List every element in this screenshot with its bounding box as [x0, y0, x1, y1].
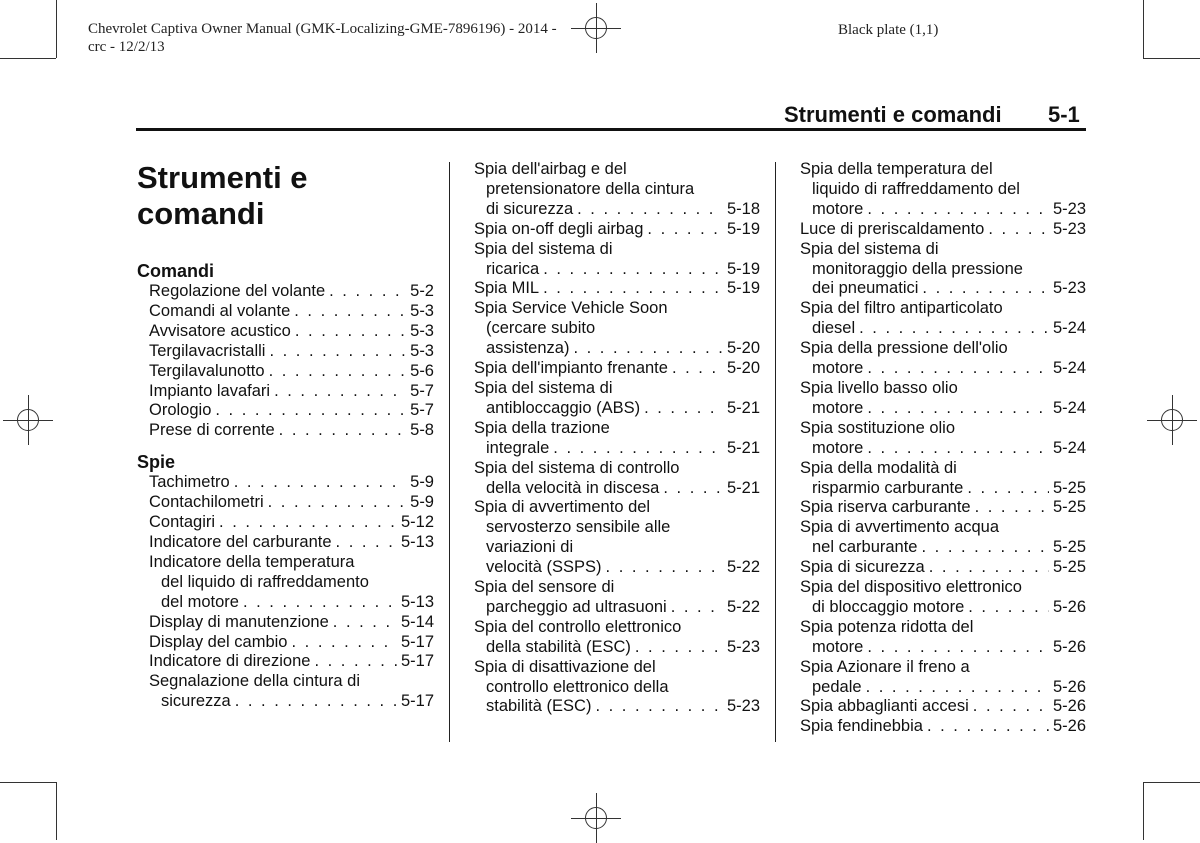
dot-leader	[867, 638, 1049, 658]
dot-leader	[671, 598, 723, 618]
toc-entry-text: Spia di sicurezza	[800, 558, 925, 577]
dot-leader	[314, 652, 397, 672]
toc-entry	[800, 160, 1086, 220]
toc-entry-text: Comandi al volante	[149, 301, 291, 320]
toc-entry-text: Impianto lavafari	[149, 381, 271, 400]
toc-entry	[149, 382, 434, 402]
toc-entry	[149, 342, 434, 362]
dot-leader	[543, 260, 723, 280]
toc-entry-text: di bloccaggio motore	[812, 597, 965, 616]
toc-page-number: 5-23	[726, 697, 760, 716]
toc-column-2	[474, 160, 760, 717]
dot-leader	[672, 359, 723, 379]
dot-leader	[543, 279, 723, 299]
toc-entry	[149, 362, 434, 382]
registration-mark-bottom	[571, 793, 621, 843]
toc-page-number: 5-9	[410, 473, 434, 492]
toc-column-3	[800, 160, 1086, 737]
dot-leader	[644, 399, 723, 419]
toc-entry-text: Spia potenza ridotta del	[800, 617, 974, 636]
crop-mark	[1143, 782, 1144, 840]
toc-entry	[474, 359, 760, 379]
dot-leader	[867, 399, 1049, 419]
toc-page-number: 5-17	[400, 632, 434, 651]
toc-page-number: 5-20	[726, 359, 760, 378]
toc-entry-text: parcheggio ad ultrasuoni	[486, 597, 667, 616]
toc-page-number: 5-24	[1052, 359, 1086, 378]
print-header-line2: crc - 12/2/13	[88, 39, 165, 55]
dot-leader	[219, 513, 397, 533]
toc-page-number: 5-22	[726, 597, 760, 616]
toc-page-number: 5-3	[410, 301, 434, 320]
toc-page-number: 5-25	[1052, 478, 1086, 497]
toc-entry	[800, 379, 1086, 419]
dot-leader	[294, 302, 406, 322]
toc-entry	[474, 379, 760, 419]
toc-entry-text: Spia del controllo elettronico	[474, 617, 682, 636]
toc-entry	[800, 658, 1086, 698]
toc-page-number: 5-23	[726, 637, 760, 656]
toc-entry-text: Spia del sistema di	[474, 378, 613, 397]
toc-entry	[149, 672, 434, 712]
toc-entry-text: motore	[812, 438, 864, 457]
toc-entry	[149, 553, 434, 613]
dot-leader	[215, 401, 406, 421]
toc-entry-text: Spia di avvertimento del	[474, 498, 651, 517]
toc-entry-text: (cercare subito	[486, 319, 596, 338]
toc-page-number: 5-20	[726, 339, 760, 358]
toc-entry-text: diesel	[812, 319, 856, 338]
crop-mark	[1143, 782, 1200, 783]
toc-page-number: 5-26	[1052, 717, 1086, 736]
toc-page-number: 5-26	[1052, 597, 1086, 616]
toc-entry-text: Indicatore della temperatura	[149, 552, 355, 571]
toc-page-number: 5-13	[400, 532, 434, 551]
toc-entry	[474, 618, 760, 658]
toc-entry-text: integrale	[486, 438, 550, 457]
toc-entry	[800, 419, 1086, 459]
chapter-title: Strumenti e comandi	[137, 160, 308, 231]
toc-entry	[149, 513, 434, 533]
toc-entry-text: dei pneumatici	[812, 279, 919, 298]
toc-entry-text: monitoraggio della pressione	[812, 259, 1023, 278]
dot-leader	[577, 200, 723, 220]
toc-page-number: 5-24	[1052, 319, 1086, 338]
toc-page-number: 5-23	[1052, 279, 1086, 298]
dot-leader	[336, 533, 397, 553]
dot-leader	[859, 319, 1049, 339]
toc-entry-text: controllo elettronico della	[486, 677, 669, 696]
toc-entry-text: Spia abbaglianti accesi	[800, 697, 969, 716]
toc-entry-text: Spia Service Vehicle Soon	[474, 299, 668, 318]
toc-entry-text: Spia MIL	[474, 279, 540, 298]
dot-leader	[291, 633, 396, 653]
dot-leader	[927, 717, 1049, 737]
print-header-line1: Chevrolet Captiva Owner Manual (GMK-Localizing-GME-7896196) - 2014 -	[88, 21, 557, 37]
toc-page-number: 5-21	[726, 478, 760, 497]
toc-entry	[800, 240, 1086, 300]
toc-entry-text: Spia del filtro antiparticolato	[800, 299, 1003, 318]
toc-entry	[800, 697, 1086, 717]
toc-page-number: 5-21	[726, 438, 760, 457]
dot-leader	[988, 220, 1049, 240]
toc-page-number: 5-26	[1052, 637, 1086, 656]
column-divider	[449, 162, 450, 742]
toc-entry-text: Tergilavacristalli	[149, 341, 266, 360]
dot-leader	[333, 613, 397, 633]
toc-entry-text: assistenza)	[486, 339, 570, 358]
toc-entry-text: Spia della temperatura del	[800, 160, 993, 178]
toc-entry-text: risparmio carburante	[812, 478, 964, 497]
toc-page-number: 5-17	[400, 652, 434, 671]
crop-mark	[1143, 58, 1200, 59]
registration-mark-top	[571, 3, 621, 53]
toc-entry	[474, 498, 760, 578]
toc-entry	[474, 240, 760, 280]
toc-entry	[149, 282, 434, 302]
toc-entry	[149, 421, 434, 441]
toc-entry	[800, 299, 1086, 339]
toc-entry	[474, 160, 760, 220]
toc-entry	[149, 652, 434, 672]
dot-leader	[269, 362, 407, 382]
toc-entry-text: motore	[812, 637, 864, 656]
toc-page-number: 5-9	[410, 493, 434, 512]
toc-entry-text: motore	[812, 398, 864, 417]
toc-entry	[474, 658, 760, 718]
toc-entry-text: Indicatore di direzione	[149, 652, 311, 671]
toc-entry-text: Spia Azionare il freno a	[800, 657, 970, 676]
toc-entry-text: Spia sostituzione olio	[800, 418, 956, 437]
dot-leader	[243, 593, 397, 613]
column-divider	[775, 162, 776, 742]
toc-entry	[474, 299, 760, 359]
toc-entry	[149, 302, 434, 322]
toc-entry	[800, 558, 1086, 578]
toc-page-number: 5-26	[1052, 697, 1086, 716]
dot-leader	[867, 200, 1049, 220]
toc-entry-text: Display di manutenzione	[149, 612, 329, 631]
dot-leader	[663, 479, 723, 499]
toc-page-number: 5-12	[400, 513, 434, 532]
dot-leader	[573, 339, 723, 359]
dot-leader	[967, 479, 1049, 499]
toc-entry-text: antibloccaggio (ABS)	[486, 398, 641, 417]
toc-entry	[149, 533, 434, 553]
toc-page-number: 5-3	[410, 341, 434, 360]
toc-page-number: 5-24	[1052, 438, 1086, 457]
plate-label: Black plate (1,1)	[838, 22, 939, 38]
toc-entry-text: Spia del sensore di	[474, 578, 615, 597]
toc-entry-text: Spia del dispositivo elettronico	[800, 578, 1022, 597]
toc-page-number: 5-21	[726, 398, 760, 417]
crop-mark	[56, 782, 57, 840]
toc-page-number: 5-25	[1052, 558, 1086, 577]
section-heading-comandi: Comandi	[137, 261, 215, 281]
toc-entry-text: Spia di disattivazione del	[474, 657, 656, 676]
toc-page-number: 5-26	[1052, 677, 1086, 696]
toc-entry-text: Tergilavalunotto	[149, 361, 265, 380]
toc-entry-text: nel carburante	[812, 538, 918, 557]
dot-leader	[329, 282, 406, 302]
toc-entry-text: Spia di avvertimento acqua	[800, 518, 1000, 537]
toc-entry	[149, 473, 434, 493]
toc-entry	[474, 419, 760, 459]
toc-column-1	[137, 160, 434, 712]
dot-leader	[968, 598, 1049, 618]
toc-entry	[800, 459, 1086, 499]
header-rule	[136, 128, 1086, 131]
toc-page-number: 5-7	[410, 381, 434, 400]
toc-entry-text: Spia on-off degli airbag	[474, 219, 644, 238]
toc-entry-text: Spia fendinebbia	[800, 717, 923, 736]
toc-page-number: 5-23	[1052, 199, 1086, 218]
toc-page-number: 5-19	[726, 219, 760, 238]
toc-list-spie	[137, 473, 434, 712]
running-head-page: 5-1	[1048, 102, 1080, 127]
toc-page-number: 5-24	[1052, 398, 1086, 417]
dot-leader	[595, 697, 723, 717]
dot-leader	[867, 439, 1049, 459]
toc-page-number: 5-17	[400, 692, 434, 711]
dot-leader	[234, 473, 406, 493]
dot-leader	[975, 498, 1049, 518]
toc-entry-text: Spia riserva carburante	[800, 498, 971, 517]
toc-page-number: 5-19	[726, 279, 760, 298]
dot-leader	[269, 342, 406, 362]
toc-entry-text: Spia livello basso olio	[800, 378, 958, 397]
dot-leader	[235, 692, 397, 712]
registration-mark-left	[3, 395, 53, 445]
toc-entry-text: del liquido di raffreddamento	[161, 572, 369, 591]
dot-leader	[274, 382, 406, 402]
toc-entry	[474, 220, 760, 240]
toc-entry-text: Avvisatore acustico	[149, 321, 291, 340]
toc-page-number: 5-25	[1052, 538, 1086, 557]
toc-page-number: 5-8	[410, 421, 434, 440]
toc-entry	[474, 459, 760, 499]
toc-page-number: 5-23	[1052, 219, 1086, 238]
crop-mark	[56, 0, 57, 58]
toc-entry-text: Spia della pressione dell'olio	[800, 339, 1008, 358]
toc-entry	[149, 493, 434, 513]
toc-entry-text: Spia del sistema di	[474, 239, 613, 258]
toc-entry-text: servosterzo sensibile alle	[486, 518, 671, 537]
dot-leader	[867, 359, 1049, 379]
toc-entry	[149, 613, 434, 633]
toc-entry-text: Segnalazione della cintura di	[149, 672, 360, 691]
toc-page-number: 5-25	[1052, 498, 1086, 517]
toc-entry-text: Spia dell'impianto frenante	[474, 359, 668, 378]
toc-entry	[149, 322, 434, 342]
toc-entry-text: pedale	[812, 677, 862, 696]
dot-leader	[647, 220, 723, 240]
dot-leader	[922, 279, 1049, 299]
toc-entry-text: della stabilità (ESC)	[486, 637, 631, 656]
toc-entry-text: Tachimetro	[149, 473, 230, 492]
toc-entry-text: Spia della modalità di	[800, 458, 957, 477]
toc-entry	[800, 220, 1086, 240]
toc-entry-text: Spia del sistema di controllo	[474, 458, 680, 477]
toc-entry	[800, 578, 1086, 618]
toc-entry-text: sicurezza	[161, 692, 231, 711]
toc-entry-text: Display del cambio	[149, 632, 288, 651]
toc-entry-text: Spia dell'airbag e del	[474, 160, 627, 178]
toc-page-number: 5-6	[410, 361, 434, 380]
dot-leader	[606, 558, 723, 578]
registration-mark-right	[1147, 395, 1197, 445]
toc-entry-text: Orologio	[149, 401, 212, 420]
toc-list-comandi	[137, 282, 434, 441]
toc-page-number: 5-18	[726, 199, 760, 218]
toc-entry-text: della velocità in discesa	[486, 478, 660, 497]
crop-mark	[0, 782, 56, 783]
toc-entry-text: del motore	[161, 592, 239, 611]
toc-entry-text: Spia del sistema di	[800, 239, 939, 258]
dot-leader	[973, 697, 1049, 717]
toc-entry-text: ricarica	[486, 259, 540, 278]
toc-entry	[474, 578, 760, 618]
toc-entry-text: velocità (SSPS)	[486, 558, 602, 577]
toc-entry	[474, 279, 760, 299]
toc-page-number: 5-13	[400, 592, 434, 611]
dot-leader	[929, 558, 1049, 578]
toc-entry	[149, 401, 434, 421]
crop-mark	[0, 58, 56, 59]
dot-leader	[866, 678, 1049, 698]
running-head-title: Strumenti e comandi	[784, 102, 1002, 127]
dot-leader	[268, 493, 407, 513]
dot-leader	[553, 439, 723, 459]
toc-page-number: 5-14	[400, 612, 434, 631]
toc-page-number: 5-19	[726, 259, 760, 278]
toc-entry	[800, 339, 1086, 379]
toc-entry-text: di sicurezza	[486, 199, 574, 218]
toc-entry-text: liquido di raffreddamento del	[812, 179, 1020, 198]
toc-entry-text: Indicatore del carburante	[149, 532, 332, 551]
toc-entry-text: Spia della trazione	[474, 418, 610, 437]
toc-entry	[800, 717, 1086, 737]
toc-entry-text: Contagiri	[149, 513, 216, 532]
toc-entry	[800, 618, 1086, 658]
dot-leader	[295, 322, 406, 342]
toc-entry	[800, 498, 1086, 518]
toc-entry-text: motore	[812, 199, 864, 218]
dot-leader	[279, 421, 406, 441]
dot-leader	[922, 538, 1049, 558]
toc-entry-text: Regolazione del volante	[149, 282, 326, 300]
toc-page-number: 5-3	[410, 321, 434, 340]
toc-entry-text: pretensionatore della cintura	[486, 179, 695, 198]
toc-entry	[149, 633, 434, 653]
toc-entry	[800, 518, 1086, 558]
dot-leader	[635, 638, 723, 658]
toc-entry-text: stabilità (ESC)	[486, 697, 592, 716]
toc-page-number: 5-7	[410, 401, 434, 420]
toc-entry-text: variazioni di	[486, 538, 574, 557]
toc-page-number: 5-2	[410, 282, 434, 300]
toc-entry-text: Luce di preriscaldamento	[800, 219, 985, 238]
toc-entry-text: Contachilometri	[149, 493, 264, 512]
section-heading-spie: Spie	[137, 452, 176, 473]
toc-page-number: 5-22	[726, 558, 760, 577]
toc-entry-text: motore	[812, 359, 864, 378]
crop-mark	[1143, 0, 1144, 58]
toc-entry-text: Prese di corrente	[149, 421, 275, 440]
